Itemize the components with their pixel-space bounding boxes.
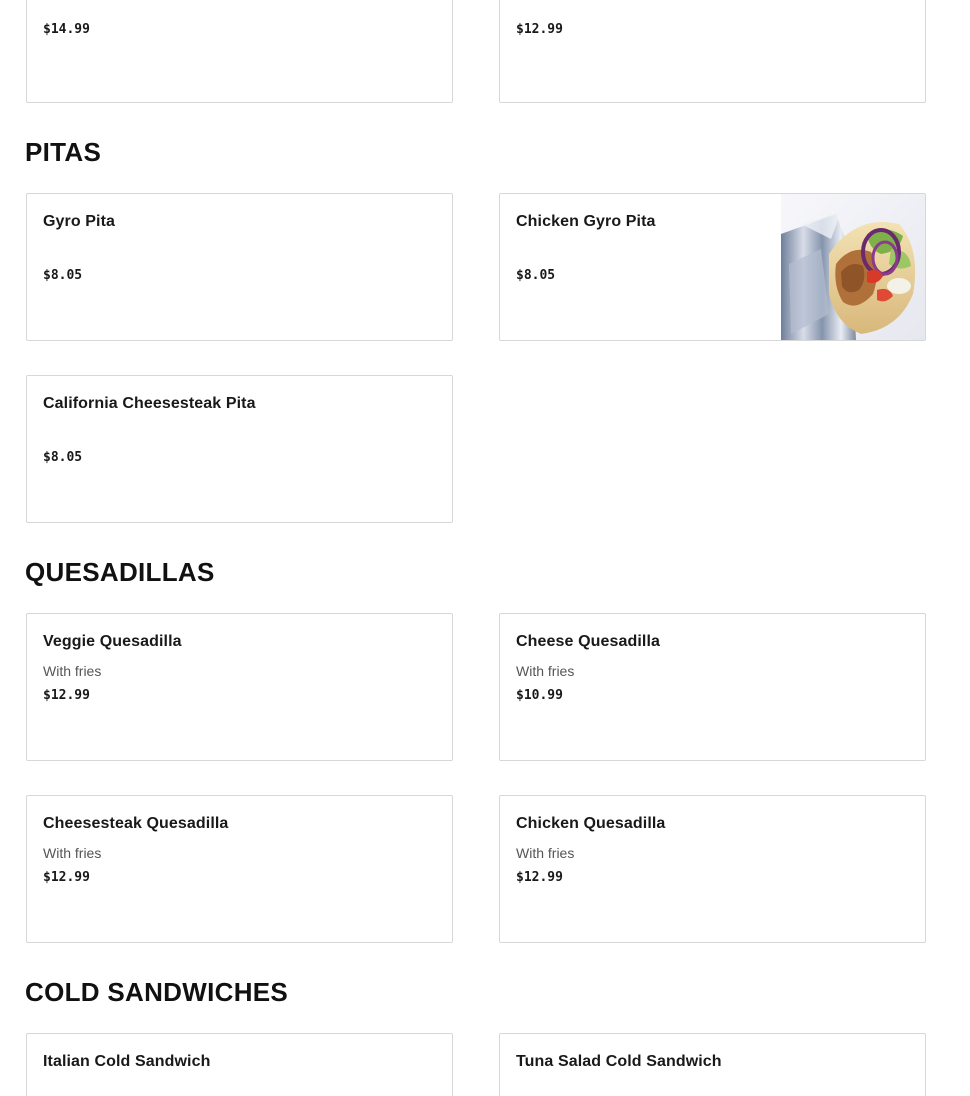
item-price: $10.99 xyxy=(516,688,563,703)
item-name: Tuna Salad Cold Sandwich xyxy=(516,1053,722,1070)
item-description: With fries xyxy=(43,663,102,679)
item-price: $14.99 xyxy=(43,22,90,37)
section-title-quesadillas: QUESADILLAS xyxy=(25,557,215,587)
menu-item-cheese-quesadilla[interactable] xyxy=(499,613,926,761)
item-name: Veggie Quesadilla xyxy=(43,633,182,650)
item-price: $12.99 xyxy=(43,688,90,703)
menu-item-cheesesteak-quesadilla[interactable] xyxy=(26,795,453,943)
item-price: $12.99 xyxy=(516,870,563,885)
section-title-cold-sandwiches: COLD SANDWICHES xyxy=(25,977,289,1007)
menu-item-gyro-pita[interactable] xyxy=(26,193,453,341)
item-price: $8.05 xyxy=(516,268,556,283)
item-name: Cheese Quesadilla xyxy=(516,633,660,650)
menu-item-chicken-gyro-pita[interactable] xyxy=(499,193,926,341)
menu-item-card[interactable] xyxy=(26,0,453,103)
chicken-gyro-pita-photo xyxy=(781,194,925,340)
item-description: With fries xyxy=(43,845,102,861)
item-name: Gyro Pita xyxy=(43,213,116,230)
item-price: $8.05 xyxy=(43,268,83,283)
item-name: Italian Cold Sandwich xyxy=(43,1053,211,1070)
item-name: Cheesesteak Quesadilla xyxy=(43,815,229,832)
section-title-pitas: PITAS xyxy=(25,137,102,167)
item-description: With fries xyxy=(516,845,575,861)
item-name: California Cheesesteak Pita xyxy=(43,395,256,412)
item-price: $8.05 xyxy=(43,450,83,465)
menu-item-tuna-salad-cold-sandwich[interactable] xyxy=(499,1033,926,1096)
item-price: $12.99 xyxy=(516,22,563,37)
menu-item-california-cheesesteak-pita[interactable] xyxy=(26,375,453,523)
menu-item-card[interactable] xyxy=(499,0,926,103)
menu-item-italian-cold-sandwich[interactable] xyxy=(26,1033,453,1096)
item-price: $12.99 xyxy=(43,870,90,885)
item-name: Chicken Gyro Pita xyxy=(516,213,656,230)
item-description: With fries xyxy=(516,663,575,679)
menu-item-chicken-quesadilla[interactable] xyxy=(499,795,926,943)
menu-item-veggie-quesadilla[interactable] xyxy=(26,613,453,761)
item-name: Chicken Quesadilla xyxy=(516,815,666,832)
